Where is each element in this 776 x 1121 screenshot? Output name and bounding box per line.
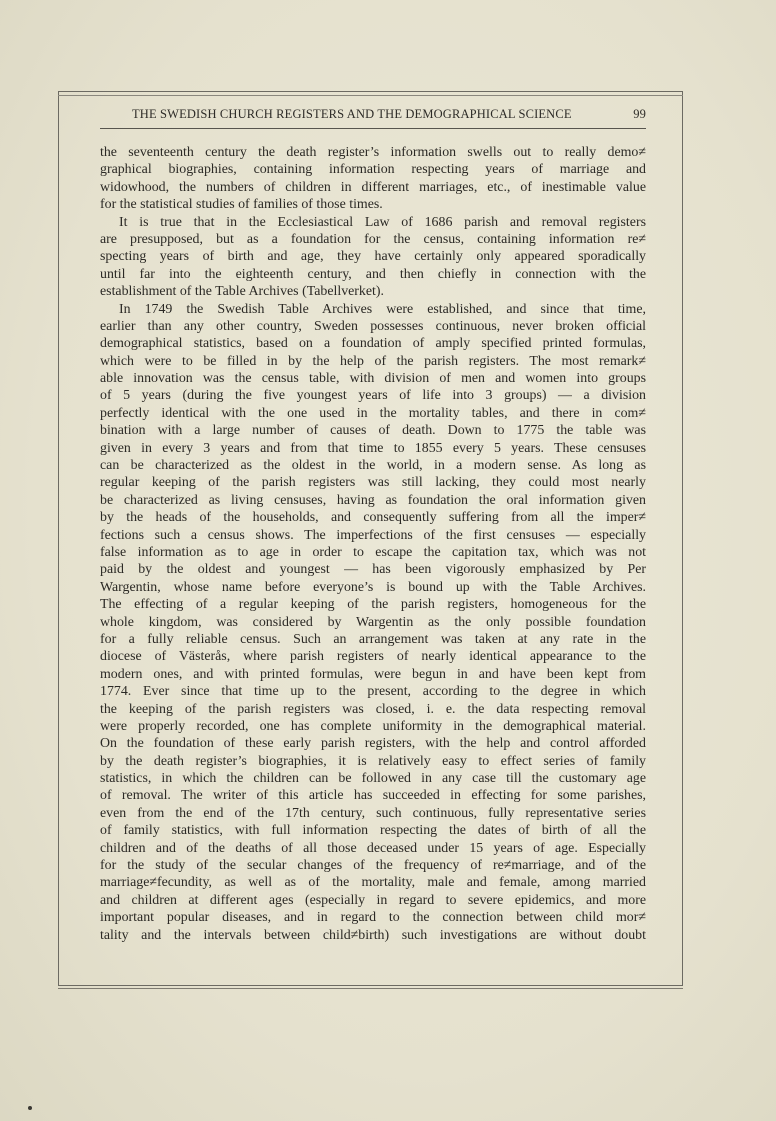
text-line: the keeping of the parish registers was closed, i. e. the data respecting removal	[100, 701, 646, 717]
text-line: It is true that in the Ecclesiastical Law of 1686 parish and removal registers	[119, 214, 646, 230]
frame-top-rule	[58, 95, 683, 96]
text-line: demographical statistics, based on a foundation of amply specified printed formulas,	[100, 336, 646, 352]
text-line: until far into the eighteenth century, and then chiefly in connection with the	[100, 266, 646, 282]
body-text	[100, 144, 646, 944]
text-line: are presupposed, but as a foundation for the census, containing information re≠	[100, 231, 646, 247]
text-line: specting years of birth and age, they have certainly only appeared sporadically	[100, 249, 646, 265]
text-line: which were to be filled in by the help of the parish registers. The most remark≠	[100, 353, 646, 369]
text-line: graphical biographies, containing information respecting years of marriage and	[100, 162, 646, 178]
text-line: by the death register’s biographies, it is relatively easy to effect series of family	[100, 753, 646, 769]
text-line: even from the end of the 17th century, such continuous, fully representative series	[100, 805, 646, 821]
text-line: of family statistics, with full information respecting the dates of birth of all the	[100, 823, 646, 839]
text-line: and children at different ages (especially in regard to severe epidemics, and more	[100, 892, 646, 908]
text-line: fections such a census shows. The imperfections of the first censuses — especially	[100, 527, 646, 543]
text-line: diocese of Västerås, where parish registers of nearly identical appearance to the	[100, 649, 646, 665]
text-line: be characterized as living censuses, having as foundation the oral information given	[100, 492, 646, 508]
text-line: were properly recorded, one has complete uniformity in the demographical material.	[100, 718, 646, 734]
text-line: The effecting of a regular keeping of the parish registers, homogeneous for the	[100, 597, 646, 613]
text-line: of 5 years (during the five youngest years of life into 3 groups) — a division	[100, 388, 646, 404]
text-line: children and of the deaths of all those deceased under 15 years of age. Especially	[100, 840, 646, 856]
text-line: earlier than any other country, Sweden possesses continuous, never broken official	[100, 318, 646, 334]
text-line: important popular diseases, and in regard to the connection between child mor≠	[100, 910, 646, 926]
text-line: widowhood, the numbers of children in different marriages, etc., of inestimable value	[100, 179, 646, 195]
text-line: paid by the oldest and youngest — has been vigorously emphasized by Per	[100, 562, 646, 578]
text-line: given in every 3 years and from that time to 1855 every 5 years. These censuses	[100, 440, 646, 456]
text-line: able innovation was the census table, with division of men and women into groups	[100, 371, 646, 387]
bottom-rule	[58, 988, 683, 989]
text-line: can be characterized as the oldest in the world, in a modern sense. As long as	[100, 458, 646, 474]
text-line: modern ones, and with printed formulas, were begun in and have been kept from	[100, 666, 646, 682]
text-line: 1774. Ever since that time up to the present, according to the degree in which	[100, 684, 646, 700]
text-line: perfectly identical with the one used in the mortality tables, and there in com≠	[100, 405, 646, 421]
running-title: THE SWEDISH CHURCH REGISTERS AND THE DEMOGRAPHICAL SCIENCE	[132, 107, 572, 121]
text-line: by the heads of the households, and consequently suffering from all the imper≠	[100, 510, 646, 526]
text-line: establishment of the Table Archives (Tabellverket).	[100, 284, 385, 300]
text-line: In 1749 the Swedish Table Archives were established, and since that time,	[119, 301, 646, 317]
text-line: whole kingdom, was considered by Wargentin as the only possible foundation	[100, 614, 646, 630]
running-head	[100, 107, 646, 125]
margin-dot	[28, 1106, 32, 1110]
text-line: marriage≠fecundity, as well as of the mortality, male and female, among married	[100, 875, 646, 891]
text-line: for a fully reliable census. Such an arrangement was taken at any rate in the	[100, 631, 646, 647]
text-line: On the foundation of these early parish registers, with the help and control afforded	[100, 736, 646, 752]
text-line: regular keeping of the parish registers was still lacking, they could most nearly	[100, 475, 646, 491]
text-line: tality and the intervals between child≠birth) such investigations are without doubt	[100, 927, 646, 943]
text-line: for the study of the secular changes of the frequency of re≠marriage, and of the	[100, 858, 646, 874]
text-line: for the statistical studies of families of those times.	[100, 197, 383, 213]
text-line: false information as to age in order to escape the capitation tax, which was not	[100, 544, 646, 560]
text-line: the seventeenth century the death register’s information swells out to really demo≠	[100, 145, 646, 160]
text-line: statistics, in which the children can be followed in any case till the customary age	[100, 771, 646, 787]
text-line: of removal. The writer of this article has succeeded in effecting for some parishes,	[100, 788, 646, 804]
text-line: Wargentin, whose name before everyone’s is bound up with the Table Archives.	[100, 579, 646, 595]
text-line: bination with a large number of causes of death. Down to 1775 the table was	[100, 423, 646, 439]
header-rule	[100, 128, 646, 129]
page-number: 99	[633, 107, 646, 121]
